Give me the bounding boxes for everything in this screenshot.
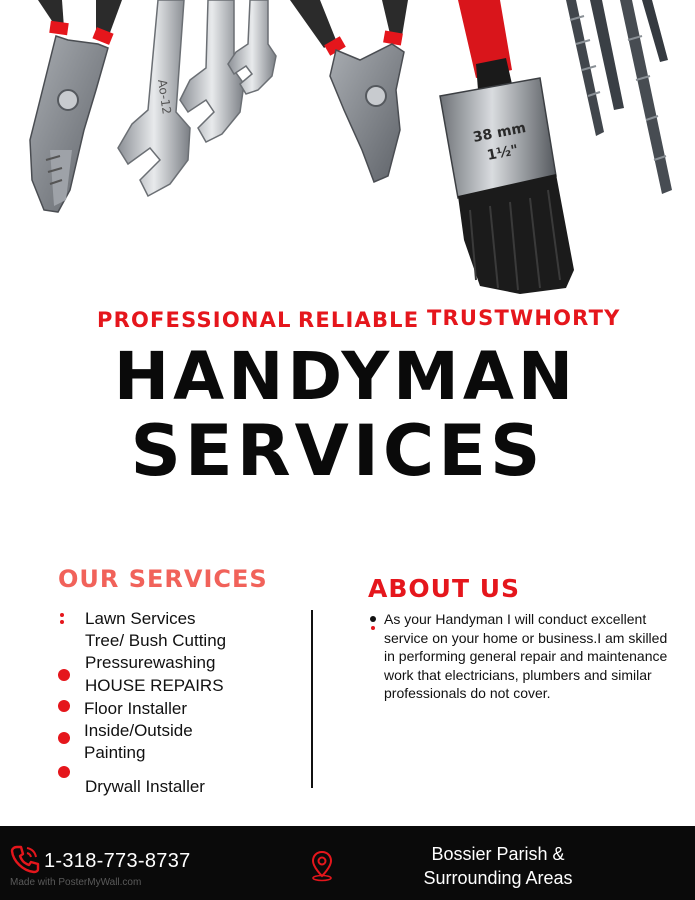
service-item: Drywall Installer: [85, 777, 205, 796]
tagline-trustworthy: TRUSTWHORTY: [427, 306, 621, 330]
about-text: As your Handyman I will conduct excellent service on your home or business.I am skilled in performing general repair and maintenance work that electricians, plumbers and similar professionals do not cover.: [384, 611, 668, 702]
service-area: [400, 842, 596, 890]
bullet-dot: [60, 620, 64, 624]
bullet-dot: [58, 700, 70, 712]
tagline-professional: PROFESSIONAL: [97, 308, 292, 332]
service-item: Lawn Services: [85, 609, 196, 628]
service-item: HOUSE REPAIRS: [85, 676, 224, 695]
title-line-1: HANDYMAN: [113, 338, 578, 415]
about-heading: ABOUT US: [368, 574, 521, 603]
bullet-dot: [58, 766, 70, 778]
drill-bits: [566, 0, 672, 194]
watermark: Made with PosterMyWall.com: [10, 877, 142, 888]
title-line-2: SERVICES: [130, 410, 545, 492]
service-area-line-1: Bossier Parish &: [431, 844, 565, 864]
location-pin-icon: [309, 850, 335, 882]
bullet-dot: [60, 613, 64, 617]
bullet-dot: [58, 732, 70, 744]
services-heading: OUR SERVICES: [58, 565, 268, 593]
svg-text:1½": 1½": [485, 142, 520, 164]
about-bullet-dot: [371, 626, 375, 630]
phone-icon: [10, 844, 40, 874]
paintbrush: [440, 0, 574, 294]
tools-image: [0, 0, 695, 300]
service-area-line-2: Surrounding Areas: [423, 868, 573, 888]
bullet-dot: [58, 669, 70, 681]
service-item: Pressurewashing: [85, 653, 216, 672]
service-item: Painting: [84, 743, 146, 762]
service-item: Inside/Outside: [84, 721, 193, 740]
svg-text:38 mm: 38 mm: [471, 120, 528, 146]
column-divider: [311, 610, 313, 788]
service-item: Tree/ Bush Cutting: [85, 631, 227, 650]
pliers-left: [30, 0, 122, 212]
service-item: Floor Installer: [84, 699, 187, 718]
phone-number: 1-318-773-8737: [44, 850, 191, 872]
svg-text:Ao-12: Ao-12: [155, 78, 174, 116]
about-bullet-dot: [370, 616, 376, 622]
pliers-center: [290, 0, 408, 182]
tagline-reliable: RELIABLE: [298, 308, 420, 332]
wrench-1: [118, 0, 190, 196]
